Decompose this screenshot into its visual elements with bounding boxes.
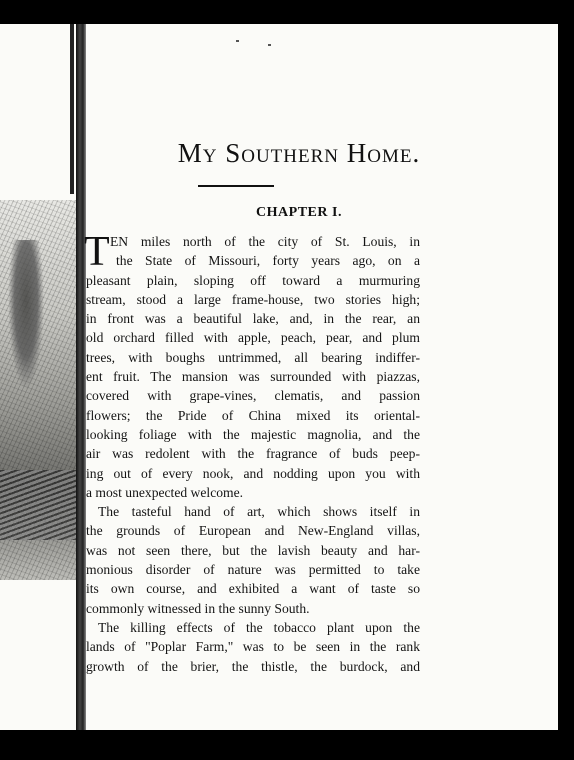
text-line: The tasteful hand of art, which shows itself in	[98, 504, 420, 520]
text-line: lands of "Poplar Farm," was to be seen in the rank	[86, 639, 420, 655]
text-line: looking foliage with the majestic magnolia, and the	[86, 426, 420, 442]
page-gutter	[76, 24, 86, 730]
title-rule	[198, 185, 274, 187]
print-speck	[236, 40, 239, 42]
chapter-body	[84, 229, 420, 676]
engraving-ground	[0, 470, 80, 540]
text-line: EN miles north of the city of St. Louis, in	[110, 234, 420, 249]
text-line: growth of the brier, the thistle, the burdock, and	[86, 658, 420, 674]
book-title: My Southern Home.	[177, 138, 421, 168]
opening-paragraph	[84, 229, 420, 275]
engraving-tree	[8, 240, 44, 390]
text-line: pleasant plain, sloping off toward a murmuring	[86, 272, 420, 288]
book-page	[0, 24, 558, 730]
text-line: stream, stood a large frame-house, two stories high;	[86, 291, 420, 307]
text-line: commonly witnessed in the sunny South.	[86, 600, 310, 616]
text-line: air was redolent with the fragrance of buds peep-	[86, 446, 420, 462]
text-line: was not seen there, but the lavish beauty and har-	[86, 542, 420, 558]
text-line: flowers; the Pride of China mixed its oriental-	[86, 407, 420, 423]
text-line: covered with grape-vines, clematis, and passion	[86, 388, 420, 404]
text-line: trees, with boughs untrimmed, all bearing indiffer-	[86, 349, 420, 365]
text-line: its own course, and exhibited a want of taste so	[86, 581, 420, 597]
text-line: the State of Missouri, forty years ago, on a	[116, 253, 420, 269]
text-line: old orchard filled with apple, peach, pear, and plum	[86, 330, 420, 346]
chapter-heading: CHAPTER I.	[256, 205, 342, 220]
drop-cap: T	[84, 229, 110, 275]
print-speck	[268, 44, 271, 46]
text-line: monious disorder of nature was permitted to take	[86, 562, 420, 578]
text-line: ing out of every nook, and nodding upon you with	[86, 465, 420, 481]
text-line: a most unexpected welcome.	[86, 484, 244, 500]
text-line: in front was a beautiful lake, and, in the rear, an	[86, 311, 420, 327]
text-line: the grounds of European and New-England villas,	[86, 523, 420, 539]
text-line: The killing effects of the tobacco plant upon the	[98, 619, 420, 635]
facing-page-engraving	[0, 200, 81, 580]
text-line: ent fruit. The mansion was surrounded with piazzas,	[86, 369, 420, 385]
